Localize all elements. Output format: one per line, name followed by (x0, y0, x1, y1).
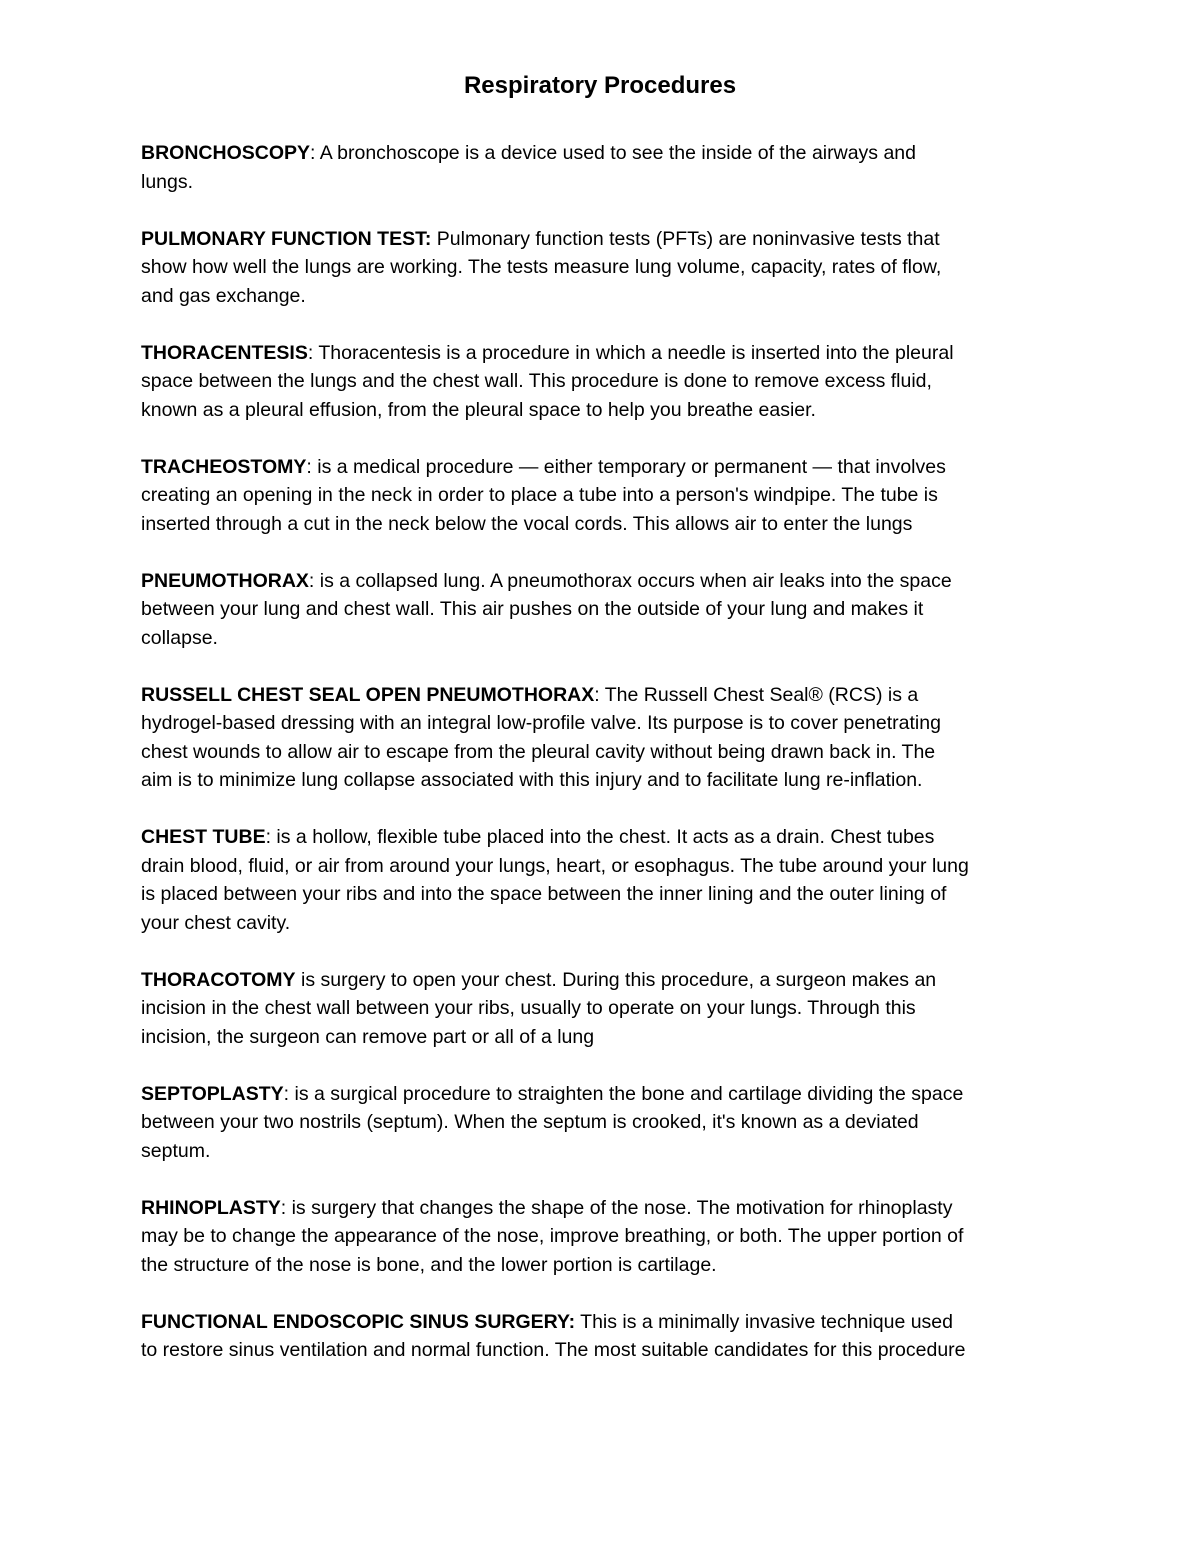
entry-line (141, 709, 1066, 738)
procedure-list (141, 139, 1066, 1393)
procedure-term: RHINOPLASTY (141, 1196, 281, 1219)
entry-text: : The Russell Chest Seal® (RCS) is a (594, 683, 919, 706)
entry-text: and gas exchange. (141, 284, 306, 307)
entry-line (141, 1251, 1066, 1280)
entry-text: the structure of the nose is bone, and the lower portion is cartilage. (141, 1253, 717, 1276)
procedure-entry (141, 681, 1066, 795)
entry-text: show how well the lungs are working. The tests measure lung volume, capacity, rates of flow, (141, 256, 942, 278)
entry-line (141, 339, 1066, 368)
entry-line (141, 852, 1066, 881)
entry-line (141, 994, 1066, 1023)
procedure-entry (141, 567, 1066, 653)
procedure-entry (141, 1308, 1066, 1365)
entry-text: is surgery to open your chest. During this procedure, a surgeon makes an (295, 968, 937, 991)
procedure-entry (141, 1194, 1066, 1280)
entry-line (141, 681, 1066, 710)
entry-text: : is surgery that changes the shape of the nose. The motivation for rhinoplasty (280, 1196, 953, 1219)
procedure-term: RUSSELL CHEST SEAL OPEN PNEUMOTHORAX (141, 683, 595, 706)
entry-line (141, 624, 1066, 653)
entry-text: is placed between your ribs and into the space between the inner lining and the outer lining of (141, 883, 947, 905)
procedure-entry (141, 1080, 1066, 1166)
entry-line (141, 595, 1066, 624)
procedure-term: PNEUMOTHORAX (141, 569, 309, 592)
entry-line (141, 1222, 1066, 1251)
procedure-entry (141, 966, 1066, 1052)
procedure-entry (141, 139, 1066, 196)
procedure-entry (141, 225, 1066, 311)
entry-text: : is a medical procedure — either temporary or permanent — that involves (306, 455, 946, 478)
entry-line (141, 253, 1066, 282)
entry-text: to restore sinus ventilation and normal function. The most suitable candidates for this procedure (141, 1339, 966, 1361)
entry-line (141, 909, 1066, 938)
entry-text: incision in the chest wall between your ribs, usually to operate on your lungs. Through this (141, 997, 916, 1019)
entry-line (141, 1080, 1066, 1109)
entry-line (141, 168, 1066, 197)
entry-line (141, 1194, 1066, 1223)
entry-text: your chest cavity. (141, 911, 291, 934)
entry-text: : is a collapsed lung. A pneumothorax occurs when air leaks into the space (308, 569, 952, 592)
entry-text: lungs. (141, 170, 194, 193)
entry-text: creating an opening in the neck in order to place a tube into a person's windpipe. The tube is (141, 484, 938, 506)
procedure-entry (141, 823, 1066, 937)
entry-text: collapse. (141, 626, 218, 649)
entry-text: drain blood, fluid, or air from around your lungs, heart, or esophagus. The tube around your lung (141, 854, 969, 877)
entry-line (141, 766, 1066, 795)
entry-text: incision, the surgeon can remove part or all of a lung (141, 1025, 595, 1048)
entry-line (141, 966, 1066, 995)
entry-line (141, 1137, 1066, 1166)
entry-line (141, 880, 1066, 909)
entry-line (141, 1308, 1066, 1337)
entry-line (141, 225, 1066, 254)
entry-line (141, 282, 1066, 311)
entry-line (141, 567, 1066, 596)
entry-line (141, 481, 1066, 510)
procedure-term: THORACENTESIS (141, 341, 308, 364)
entry-text: hydrogel-based dressing with an integral low-profile valve. Its purpose is to cover penetrating (141, 712, 941, 734)
entry-text: : A bronchoscope is a device used to see the inside of the airways and (310, 142, 916, 164)
entry-text: : is a surgical procedure to straighten the bone and cartilage dividing the space (283, 1082, 964, 1105)
procedure-term: SEPTOPLASTY (141, 1082, 284, 1105)
procedure-term: PULMONARY FUNCTION TEST: (141, 227, 432, 250)
procedure-entry (141, 339, 1066, 425)
procedure-term: FUNCTIONAL ENDOSCOPIC SINUS SURGERY: (141, 1310, 576, 1333)
entry-line (141, 823, 1066, 852)
entry-line (141, 396, 1066, 425)
entry-line (141, 738, 1066, 767)
procedure-term: BRONCHOSCOPY (141, 142, 311, 164)
entry-text: aim is to minimize lung collapse associated with this injury and to facilitate lung re-inflation. (141, 769, 923, 791)
procedure-entry (141, 453, 1066, 539)
entry-text: : is a hollow, flexible tube placed into the chest. It acts as a drain. Chest tubes (265, 826, 935, 848)
entry-text: inserted through a cut in the neck below the vocal cords. This allows air to enter the lungs (141, 512, 913, 535)
procedure-term: CHEST TUBE (141, 826, 266, 848)
entry-text: : Thoracentesis is a procedure in which a needle is inserted into the pleural (307, 341, 954, 364)
entry-line (141, 139, 1066, 168)
entry-line (141, 1023, 1066, 1052)
entry-text: septum. (141, 1139, 211, 1162)
document-title: Respiratory Procedures (463, 72, 737, 99)
entry-line (141, 367, 1066, 396)
entry-text: Pulmonary function tests (PFTs) are noninvasive tests that (431, 227, 940, 250)
entry-text: space between the lungs and the chest wall. This procedure is done to remove excess fluid, (141, 370, 932, 392)
entry-text: This is a minimally invasive technique used (575, 1310, 953, 1333)
entry-line (141, 510, 1066, 539)
entry-text: may be to change the appearance of the nose, improve breathing, or both. The upper portion of (141, 1225, 964, 1247)
procedure-term: THORACOTOMY (141, 968, 296, 991)
entry-line (141, 453, 1066, 482)
entry-text: between your two nostrils (septum). When the septum is crooked, it's known as a deviated (141, 1111, 919, 1133)
entry-line (141, 1108, 1066, 1137)
entry-line (141, 1336, 1066, 1365)
entry-text: between your lung and chest wall. This air pushes on the outside of your lung and makes it (141, 598, 924, 620)
entry-text: known as a pleural effusion, from the pleural space to help you breathe easier. (141, 398, 816, 421)
procedure-term: TRACHEOSTOMY (141, 455, 307, 478)
entry-text: chest wounds to allow air to escape from the pleural cavity without being drawn back in. The (141, 740, 936, 763)
